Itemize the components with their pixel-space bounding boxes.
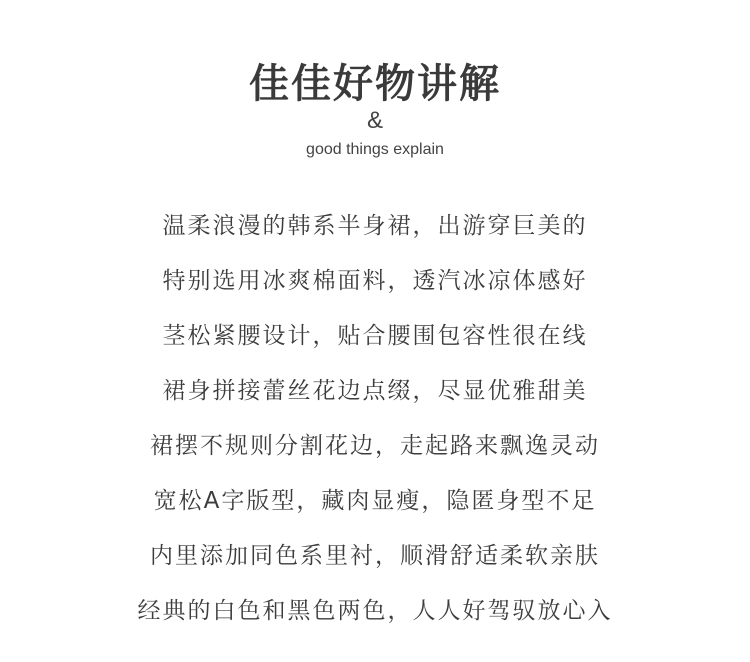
description-line	[0, 198, 750, 253]
description-line	[0, 528, 750, 583]
description-list	[0, 198, 750, 638]
description-line-text: 裙摆不规则分割花边，走起路来飘逸灵动	[150, 432, 600, 459]
description-line	[0, 253, 750, 308]
description-line-text: 茎松紧腰设计，贴合腰围包容性很在线	[162, 322, 588, 349]
description-line-text: 宽松A字版型，藏肉显瘦，隐匿身型不足	[153, 487, 597, 514]
description-line	[0, 308, 750, 363]
description-line	[0, 473, 750, 528]
description-line-text: 裙身拼接蕾丝花边点缀，尽显优雅甜美	[162, 377, 588, 404]
description-line	[0, 583, 750, 638]
page-title: 佳佳好物讲解	[249, 61, 501, 107]
ampersand-mark: &	[366, 107, 383, 134]
page-subtitle: good things explain	[306, 141, 444, 158]
description-line-text: 温柔浪漫的韩系半身裙，出游穿巨美的	[162, 212, 588, 239]
description-line-text: 内里添加同色系里衬，顺滑舒适柔软亲肤	[150, 542, 600, 569]
description-line-text: 特别选用冰爽棉面料，透汽冰凉体感好	[162, 267, 588, 294]
description-line	[0, 363, 750, 418]
description-line	[0, 418, 750, 473]
description-line-text: 经典的白色和黑色两色，人人好驾驭放心入	[137, 597, 613, 624]
